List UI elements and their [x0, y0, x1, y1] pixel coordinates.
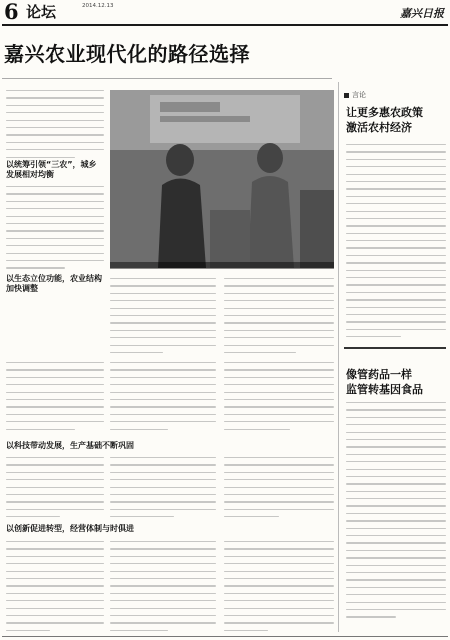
section-name: 论坛 [26, 3, 57, 21]
byline-rule [2, 78, 332, 79]
subhead-text: 以生态立位功能，农业结构加快调整 [6, 274, 102, 293]
body-text-block [110, 278, 216, 359]
subhead-3 [6, 441, 206, 451]
column-divider [338, 82, 339, 632]
sidebar-title-1-line-1: 让更多惠农政策 [346, 106, 423, 119]
photo-caption [110, 262, 334, 269]
page-number: 6 [4, 0, 19, 24]
subhead-4 [6, 524, 206, 534]
sidebar-title-2-line-1: 像管药品一样 [346, 368, 412, 381]
subhead-text: 以科技带动发展，生产基础不断巩固 [6, 441, 134, 450]
subhead-text: 以统筹引领“三农”，城乡发展相对均衡 [6, 160, 97, 179]
body-text-block [6, 90, 104, 164]
body-text-block [110, 362, 216, 436]
masthead-rule [2, 24, 448, 26]
subhead-1 [6, 160, 104, 180]
body-text-block [110, 541, 216, 637]
subhead-text: 以创新促进转型，经营体制与时俱进 [6, 524, 134, 533]
news-photo [110, 90, 334, 268]
body-text-block [6, 457, 104, 524]
sidebar-tag [344, 90, 366, 100]
body-text-block [6, 362, 104, 436]
sidebar-divider [344, 347, 446, 349]
body-text-block [224, 541, 334, 637]
body-text-block [6, 186, 104, 275]
masthead [0, 0, 450, 24]
body-text-block [224, 457, 334, 524]
headline: 嘉兴农业现代化的路径选择 [4, 42, 250, 66]
date-line: 2014.12.13 [82, 3, 114, 9]
sidebar-title-2-line-2: 监管转基因食品 [346, 383, 423, 396]
sidebar-body-block [346, 402, 446, 624]
body-text-block [224, 362, 334, 436]
sidebar-title-1-line-2: 激活农村经济 [346, 121, 412, 134]
footer-rule [2, 636, 448, 637]
paper-name: 嘉兴日报 [400, 7, 444, 20]
sidebar-body-block [346, 144, 446, 344]
body-text-block [110, 457, 216, 524]
subhead-2 [6, 274, 104, 294]
sidebar-tag-text: 言论 [352, 91, 366, 99]
body-text-block [6, 541, 104, 637]
square-bullet-icon [344, 93, 349, 98]
body-text-block [224, 278, 334, 359]
